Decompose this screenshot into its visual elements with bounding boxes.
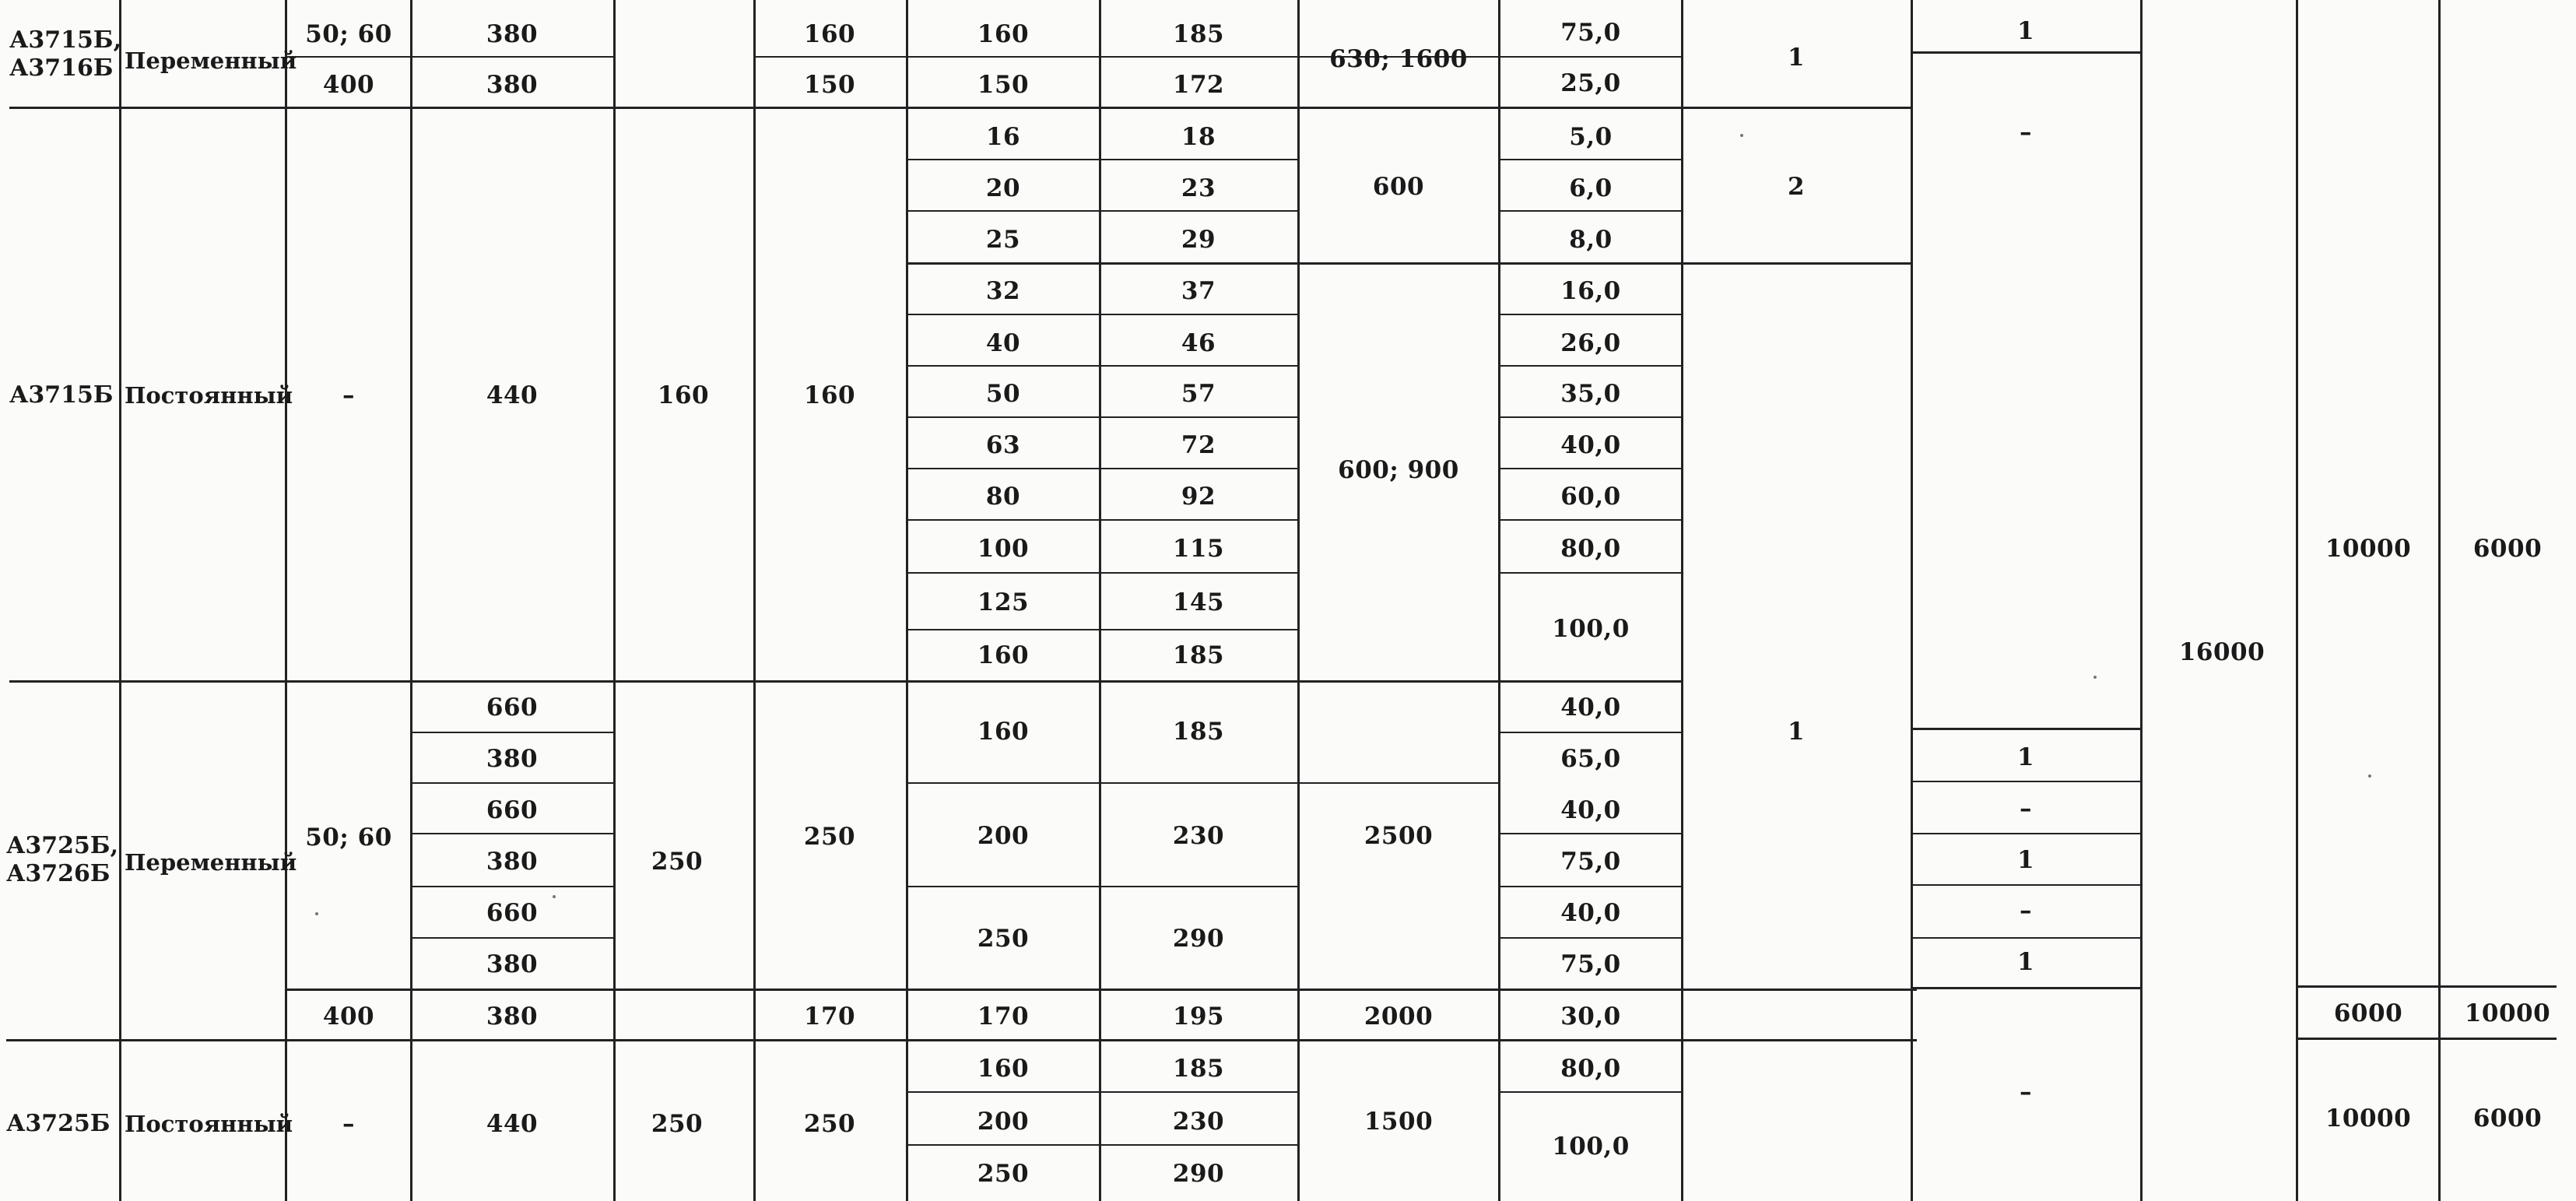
table-hline [1297, 262, 1500, 265]
breaking-value: 65,0 [1560, 745, 1621, 773]
table-hline [906, 314, 1299, 315]
release-current-value: 25 [985, 226, 1021, 254]
breaking-value: 100,0 [1552, 615, 1630, 643]
rated-voltage-value: 250 [651, 1110, 704, 1138]
release-current-value: 250 [977, 1160, 1030, 1188]
setpoint-value: 185 [1172, 718, 1225, 746]
column14-value: 6000 [2472, 1104, 2543, 1133]
trip-setting-value: 600 [1372, 173, 1425, 201]
table-hline [1498, 262, 1911, 265]
voltage-value: 380 [486, 20, 539, 48]
release-current-value: 250 [977, 925, 1030, 953]
table-hline [906, 886, 1299, 887]
release-current-value: 160 [977, 718, 1030, 746]
setpoint-value: 115 [1172, 535, 1225, 563]
frequency-value: – [342, 381, 355, 409]
breaking-value: 40,0 [1560, 694, 1621, 722]
release-current-value: 80 [985, 483, 1021, 511]
release-current-value: 32 [985, 277, 1021, 305]
breaking-value: 75,0 [1560, 950, 1621, 978]
rated-current-value: 250 [803, 823, 856, 851]
breaking-value: 8,0 [1569, 226, 1613, 254]
trip-setting-value: 600; 900 [1338, 456, 1459, 484]
setpoint-value: 185 [1172, 20, 1225, 48]
table-vline [1498, 0, 1500, 1201]
table-hline [410, 732, 615, 733]
setpoint-value: 37 [1181, 277, 1216, 305]
table-vline [613, 0, 616, 1201]
table-hline [906, 629, 1299, 630]
breaking-value: 26,0 [1560, 329, 1621, 357]
table-hline [285, 56, 615, 58]
voltage-value: 440 [486, 381, 539, 409]
current-type-label: Переменный [125, 849, 297, 876]
table-hline [410, 937, 615, 939]
breaking-value: 80,0 [1560, 535, 1621, 563]
voltage-value: 660 [486, 694, 539, 722]
table-hline [410, 833, 615, 834]
rated-voltage-value: 250 [651, 848, 704, 876]
column11-value: – [2020, 897, 2032, 925]
table-hline [1498, 468, 1683, 469]
frequency-value: 400 [322, 71, 375, 99]
rated-current-value: 250 [803, 1110, 856, 1138]
column11-value: 1 [2016, 948, 2035, 976]
rated-current-value: 150 [803, 71, 856, 99]
table-hline [1911, 51, 2142, 54]
trip-setting-value: 1500 [1363, 1108, 1434, 1136]
setpoint-value: 230 [1172, 822, 1225, 850]
frequency-value: 50; 60 [305, 823, 392, 852]
table-vline [2438, 0, 2441, 1201]
column11-value: 1 [2016, 743, 2035, 771]
release-current-value: 160 [977, 20, 1030, 48]
voltage-value: 660 [486, 899, 539, 927]
table-vline [2140, 0, 2143, 1201]
setpoint-value: 29 [1181, 226, 1216, 254]
table-hline [906, 782, 1500, 784]
setpoint-value: 145 [1172, 588, 1225, 616]
column10-value: 2 [1787, 173, 1806, 201]
scan-speck [553, 895, 556, 898]
voltage-value: 380 [486, 1003, 539, 1031]
rated-current-value: 160 [803, 381, 856, 409]
setpoint-value: 18 [1181, 123, 1216, 151]
scan-speck [315, 912, 318, 915]
table-hline [1498, 210, 1683, 212]
column10-value: 1 [1787, 44, 1806, 72]
table-hline [1911, 987, 2142, 989]
table-hline [410, 886, 615, 887]
table-vline [410, 0, 412, 1201]
setpoint-value: 185 [1172, 1055, 1225, 1083]
column12-value: 16000 [2178, 638, 2265, 666]
table-vline [285, 0, 287, 1201]
table-vline [1297, 0, 1300, 1201]
column11-value: – [2020, 795, 2032, 823]
release-current-value: 170 [977, 1003, 1030, 1031]
table-hline [1498, 572, 1683, 574]
column13-value: 6000 [2333, 999, 2403, 1027]
device-type-label: А3715Б [9, 381, 114, 409]
voltage-value: 380 [486, 745, 539, 773]
table-hline [6, 1039, 1917, 1041]
table-hline [906, 1091, 1299, 1093]
breaking-value: 40,0 [1560, 431, 1621, 459]
column13-value: 10000 [2325, 1104, 2412, 1133]
table-hline [906, 572, 1299, 574]
breaking-value: 6,0 [1569, 174, 1613, 202]
current-type-label: Постоянный [125, 1111, 293, 1137]
breaking-value: 16,0 [1560, 277, 1621, 305]
frequency-value: – [342, 1110, 355, 1138]
table-vline [2296, 0, 2298, 1201]
breaking-value: 25,0 [1560, 69, 1621, 97]
column13-value: 10000 [2325, 535, 2412, 563]
breaking-value: 30,0 [1560, 1003, 1621, 1031]
table-hline [1911, 833, 2142, 834]
table-vline [1099, 0, 1101, 1201]
table-vline [1911, 0, 1913, 1201]
table-vline [906, 0, 908, 1201]
table-hline [1498, 56, 1683, 58]
table-hline [1498, 833, 1683, 834]
setpoint-value: 46 [1181, 329, 1216, 357]
rated-current-value: 160 [803, 20, 856, 48]
setpoint-value: 172 [1172, 71, 1225, 99]
setpoint-value: 72 [1181, 431, 1216, 459]
table-hline [906, 468, 1299, 469]
column11-value: – [2020, 1078, 2032, 1106]
breaking-value: 35,0 [1560, 380, 1621, 408]
rated-current-value: 170 [803, 1003, 856, 1031]
table-hline [1498, 365, 1683, 367]
setpoint-value: 290 [1172, 925, 1225, 953]
breaking-value: 40,0 [1560, 796, 1621, 824]
table-hline [906, 416, 1299, 418]
table-vline [1681, 0, 1683, 1201]
rated-voltage-value: 160 [657, 381, 710, 409]
current-type-label: Постоянный [125, 382, 293, 409]
table-vline [119, 0, 121, 1201]
release-current-value: 16 [985, 123, 1021, 151]
breaking-value: 5,0 [1569, 123, 1613, 151]
breaking-value: 40,0 [1560, 899, 1621, 927]
table-hline [1498, 416, 1683, 418]
table-hline [906, 365, 1299, 367]
scan-speck [2368, 774, 2371, 778]
table-hline [9, 680, 1683, 683]
breaking-value: 100,0 [1552, 1133, 1630, 1161]
table-hline [1911, 781, 2142, 782]
column14-value: 6000 [2472, 535, 2543, 563]
device-type-label: А3725Б, А3726Б [6, 832, 119, 887]
release-current-value: 160 [977, 641, 1030, 669]
table-hline [1498, 937, 1683, 939]
release-current-value: 160 [977, 1055, 1030, 1083]
table-hline [1498, 732, 1683, 733]
breaking-value: 75,0 [1560, 19, 1621, 47]
release-current-value: 200 [977, 822, 1030, 850]
setpoint-value: 185 [1172, 641, 1225, 669]
table-hline [1911, 884, 2142, 886]
table-hline [9, 107, 1912, 109]
breaking-value: 60,0 [1560, 483, 1621, 511]
voltage-value: 380 [486, 71, 539, 99]
table-hline [906, 519, 1299, 521]
frequency-value: 50; 60 [305, 20, 392, 48]
table-hline [285, 989, 1917, 991]
release-current-value: 40 [985, 329, 1021, 357]
setpoint-value: 23 [1181, 174, 1216, 202]
table-hline [1498, 314, 1683, 315]
table-hline [906, 1144, 1299, 1146]
current-type-label: Переменный [125, 47, 297, 74]
table-vline [753, 0, 756, 1201]
device-type-label: А3715Б, А3716Б [9, 26, 122, 82]
table-hline [1498, 159, 1683, 160]
trip-setting-value: 2500 [1363, 822, 1434, 850]
breaking-value: 80,0 [1560, 1055, 1621, 1083]
frequency-value: 400 [322, 1003, 375, 1031]
trip-setting-value: 2000 [1363, 1003, 1434, 1031]
release-current-value: 100 [977, 535, 1030, 563]
voltage-value: 380 [486, 848, 539, 876]
table-hline [2296, 985, 2557, 988]
table-hline [906, 262, 1299, 265]
column11-value: – [2020, 118, 2032, 146]
table-hline [906, 159, 1299, 160]
column11-value: 1 [2016, 17, 2035, 45]
table-hline [2296, 1038, 2557, 1040]
release-current-value: 125 [977, 588, 1030, 616]
column14-value: 10000 [2464, 999, 2551, 1027]
release-current-value: 50 [985, 380, 1021, 408]
trip-setting-value: 630; 1600 [1329, 45, 1468, 73]
table-hline [1498, 886, 1683, 887]
column11-value: 1 [2016, 846, 2035, 874]
voltage-value: 660 [486, 796, 539, 824]
release-current-value: 63 [985, 431, 1021, 459]
device-type-label: А3725Б [6, 1110, 111, 1137]
table-hline [1498, 1091, 1683, 1093]
scan-speck [2093, 676, 2097, 679]
setpoint-value: 230 [1172, 1108, 1225, 1136]
table-hline [1498, 519, 1683, 521]
scan-speck [1740, 134, 1743, 137]
setpoint-value: 57 [1181, 380, 1216, 408]
release-current-value: 150 [977, 71, 1030, 99]
table-hline [410, 782, 615, 784]
voltage-value: 380 [486, 950, 539, 978]
breaking-value: 75,0 [1560, 848, 1621, 876]
setpoint-value: 92 [1181, 483, 1216, 511]
column10-value: 1 [1787, 718, 1806, 746]
table-hline [1911, 937, 2142, 939]
setpoint-value: 195 [1172, 1003, 1225, 1031]
setpoint-value: 290 [1172, 1160, 1225, 1188]
table-hline [1911, 728, 2142, 730]
release-current-value: 200 [977, 1108, 1030, 1136]
release-current-value: 20 [985, 174, 1021, 202]
table-hline [906, 210, 1299, 212]
voltage-value: 440 [486, 1110, 539, 1138]
